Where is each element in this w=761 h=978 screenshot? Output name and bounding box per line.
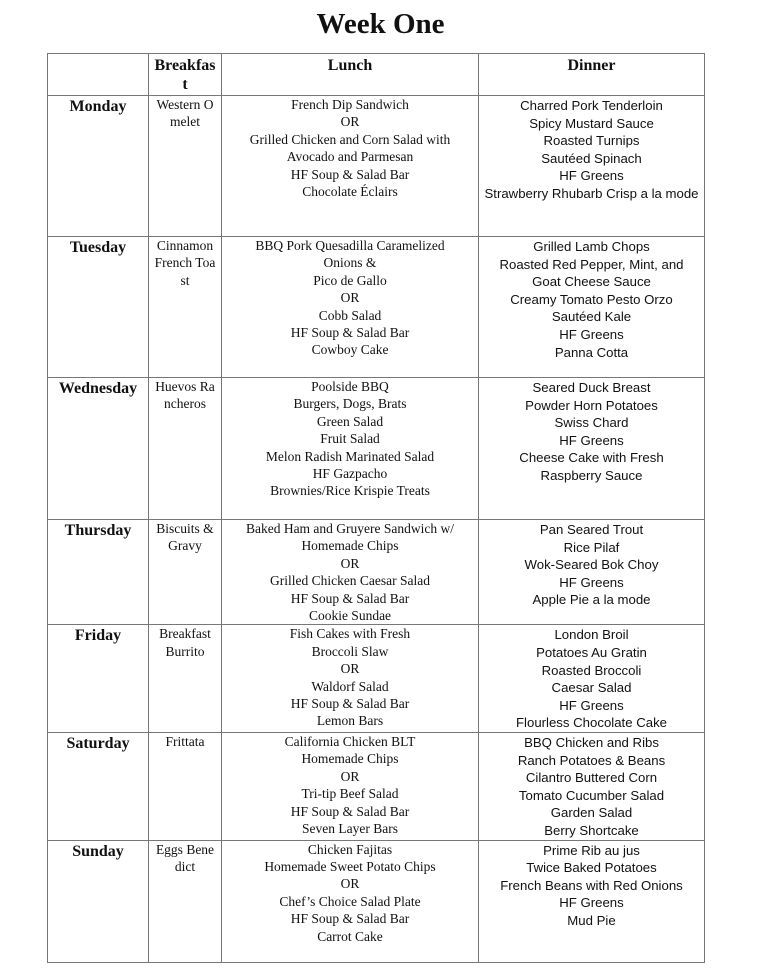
lunch-item: Pico de Gallo	[313, 272, 387, 288]
dinner-cell	[479, 840, 705, 962]
lunch-item: Melon Radish Marinated Salad	[265, 448, 435, 464]
dinner-cell	[479, 237, 705, 378]
lunch-item: Poolside BBQ	[311, 379, 389, 394]
day-row	[48, 96, 705, 237]
dinner-item: HF Greens	[559, 326, 624, 342]
dinner-cell	[479, 733, 705, 841]
lunch-cell	[222, 625, 479, 733]
dinner-item: Strawberry Rhubarb Crisp a la mode	[484, 185, 699, 201]
lunch-item: Chocolate Éclairs	[302, 184, 398, 200]
menu-body	[48, 96, 705, 963]
dinner-cell	[479, 96, 705, 237]
lunch-cell	[222, 840, 479, 962]
lunch-item: Brownies/Rice Krispie Treats	[270, 483, 430, 499]
lunch-item: HF Gazpacho	[312, 466, 388, 482]
dinner-cell	[479, 520, 705, 625]
dinner-item: Potatoes Au Gratin	[536, 645, 647, 661]
dinner-item: Caesar Salad	[551, 680, 632, 696]
lunch-item: Fruit Salad	[320, 431, 380, 447]
page-title: Week One	[316, 8, 445, 40]
dinner-item: Roasted Red Pepper, Mint, and	[499, 256, 684, 272]
lunch-item: Onions &	[323, 255, 377, 271]
dinner-item: Prime Rib au jus	[543, 842, 640, 858]
dinner-item: Roasted Turnips	[543, 133, 640, 149]
lunch-item: Chicken Fajitas	[307, 841, 393, 857]
lunch-item: Carrot Cake	[317, 928, 383, 944]
dinner-item: Spicy Mustard Sauce	[529, 115, 654, 131]
dinner-item: Ranch Potatoes & Beans	[517, 752, 666, 768]
lunch-item: HF Soup & Salad Bar	[290, 166, 410, 182]
day-row	[48, 840, 705, 962]
dinner-item: Apple Pie a la mode	[532, 592, 651, 608]
dinner-item: Panna Cotta	[554, 344, 629, 360]
header-day	[48, 54, 149, 96]
header-dinner: Dinner	[479, 54, 705, 96]
dinner-item: HF Greens	[559, 697, 624, 713]
lunch-item: Chef’s Choice Salad Plate	[279, 893, 421, 909]
dinner-item: French Beans with Red Onions	[500, 877, 683, 893]
dinner-item: London Broil	[554, 627, 629, 643]
lunch-cell	[222, 96, 479, 237]
dinner-cell	[479, 625, 705, 733]
dinner-item: Cilantro Buttered Corn	[525, 770, 658, 786]
day-row	[48, 733, 705, 841]
lunch-item: HF Soup & Salad Bar	[290, 803, 410, 819]
lunch-item: HF Soup & Salad Bar	[290, 696, 410, 712]
dinner-item: Sautéed Spinach	[541, 150, 642, 166]
lunch-item: Cowboy Cake	[311, 342, 389, 358]
dinner-item: Swiss Chard	[554, 415, 629, 431]
lunch-item: Baked Ham and Gruyere Sandwich w/	[245, 521, 455, 536]
lunch-item: OR	[340, 114, 360, 130]
dinner-item: Powder Horn Potatoes	[525, 397, 658, 413]
lunch-item: HF Soup & Salad Bar	[290, 911, 410, 927]
day-row	[48, 625, 705, 733]
lunch-item: OR	[340, 661, 360, 677]
day-row	[48, 520, 705, 625]
dinner-item: Flourless Chocolate Cake	[516, 715, 667, 731]
dinner-item: Roasted Broccoli	[541, 662, 642, 678]
day-name: Sunday	[48, 840, 149, 962]
lunch-item: Fish Cakes with Fresh	[289, 626, 411, 642]
dinner-item: Grilled Lamb Chops	[533, 239, 650, 254]
lunch-item: Broccoli Slaw	[311, 643, 389, 659]
lunch-item: Seven Layer Bars	[302, 821, 398, 837]
dinner-item: Mud Pie	[567, 912, 616, 928]
breakfast-cell: Frittata	[149, 733, 222, 841]
dinner-item: HF Greens	[559, 432, 624, 448]
lunch-item: HF Soup & Salad Bar	[290, 590, 410, 606]
lunch-cell	[222, 520, 479, 625]
day-row	[48, 378, 705, 520]
dinner-item: Seared Duck Breast	[532, 380, 651, 395]
day-name: Saturday	[48, 733, 149, 841]
lunch-cell	[222, 378, 479, 520]
dinner-item: Garden Salad	[550, 805, 633, 821]
lunch-item: OR	[340, 876, 360, 892]
dinner-item: Goat Cheese Sauce	[532, 274, 651, 290]
header-breakfast: Breakfast	[149, 54, 222, 96]
lunch-item: Grilled Chicken Caesar Salad	[269, 573, 431, 589]
dinner-item: Tomato Cucumber Salad	[518, 787, 665, 803]
dinner-item: Berry Shortcake	[544, 822, 639, 838]
day-name: Wednesday	[48, 378, 149, 520]
breakfast-cell: Biscuits & Gravy	[149, 520, 222, 625]
dinner-item: Raspberry Sauce	[540, 467, 643, 483]
lunch-item: Homemade Chips	[301, 538, 399, 554]
dinner-item: Wok-Seared Bok Choy	[524, 557, 659, 573]
lunch-item: Cobb Salad	[318, 307, 382, 323]
dinner-item: Twice Baked Potatoes	[526, 860, 657, 876]
header-row	[48, 54, 705, 96]
dinner-item: HF Greens	[559, 168, 624, 184]
lunch-cell	[222, 237, 479, 378]
breakfast-cell: Cinnamon French Toast	[149, 237, 222, 378]
dinner-item: Rice Pilaf	[563, 539, 620, 555]
lunch-item: BBQ Pork Quesadilla Caramelized	[255, 238, 445, 253]
weekly-menu-table	[47, 53, 705, 963]
lunch-item: Grilled Chicken and Corn Salad with	[249, 131, 451, 147]
lunch-item: Waldorf Salad	[311, 678, 389, 694]
dinner-item: Pan Seared Trout	[539, 522, 644, 537]
lunch-item: OR	[340, 290, 360, 306]
header-lunch: Lunch	[222, 54, 479, 96]
day-row	[48, 237, 705, 378]
lunch-item: Lemon Bars	[316, 713, 384, 729]
lunch-item: Cookie Sundae	[308, 608, 392, 624]
dinner-item: Sautéed Kale	[551, 309, 632, 325]
lunch-item: Tri-tip Beef Salad	[301, 786, 399, 802]
breakfast-cell: Breakfast Burrito	[149, 625, 222, 733]
lunch-item: Burgers, Dogs, Brats	[293, 396, 407, 412]
lunch-item: HF Soup & Salad Bar	[290, 325, 410, 341]
day-name: Tuesday	[48, 237, 149, 378]
dinner-item: Charred Pork Tenderloin	[520, 98, 663, 113]
lunch-item: Homemade Chips	[301, 751, 399, 767]
lunch-item: French Dip Sandwich	[291, 97, 409, 112]
lunch-item: OR	[340, 555, 360, 571]
dinner-cell	[479, 378, 705, 520]
dinner-item: Creamy Tomato Pesto Orzo	[510, 291, 673, 307]
lunch-item: California Chicken BLT	[284, 734, 416, 749]
dinner-item: HF Greens	[559, 574, 624, 590]
breakfast-cell: Eggs Benedict	[149, 840, 222, 962]
day-name: Friday	[48, 625, 149, 733]
breakfast-cell: Huevos Rancheros	[149, 378, 222, 520]
dinner-item: Cheese Cake with Fresh	[519, 450, 664, 466]
dinner-item: BBQ Chicken and Ribs	[524, 735, 659, 750]
lunch-item: OR	[340, 768, 360, 784]
lunch-item: Homemade Sweet Potato Chips	[264, 858, 436, 874]
day-name: Thursday	[48, 520, 149, 625]
day-name: Monday	[48, 96, 149, 237]
lunch-cell	[222, 733, 479, 841]
breakfast-cell: Western Omelet	[149, 96, 222, 237]
lunch-item: Green Salad	[316, 413, 384, 429]
dinner-item: HF Greens	[559, 895, 624, 911]
lunch-item: Avocado and Parmesan	[286, 149, 414, 165]
